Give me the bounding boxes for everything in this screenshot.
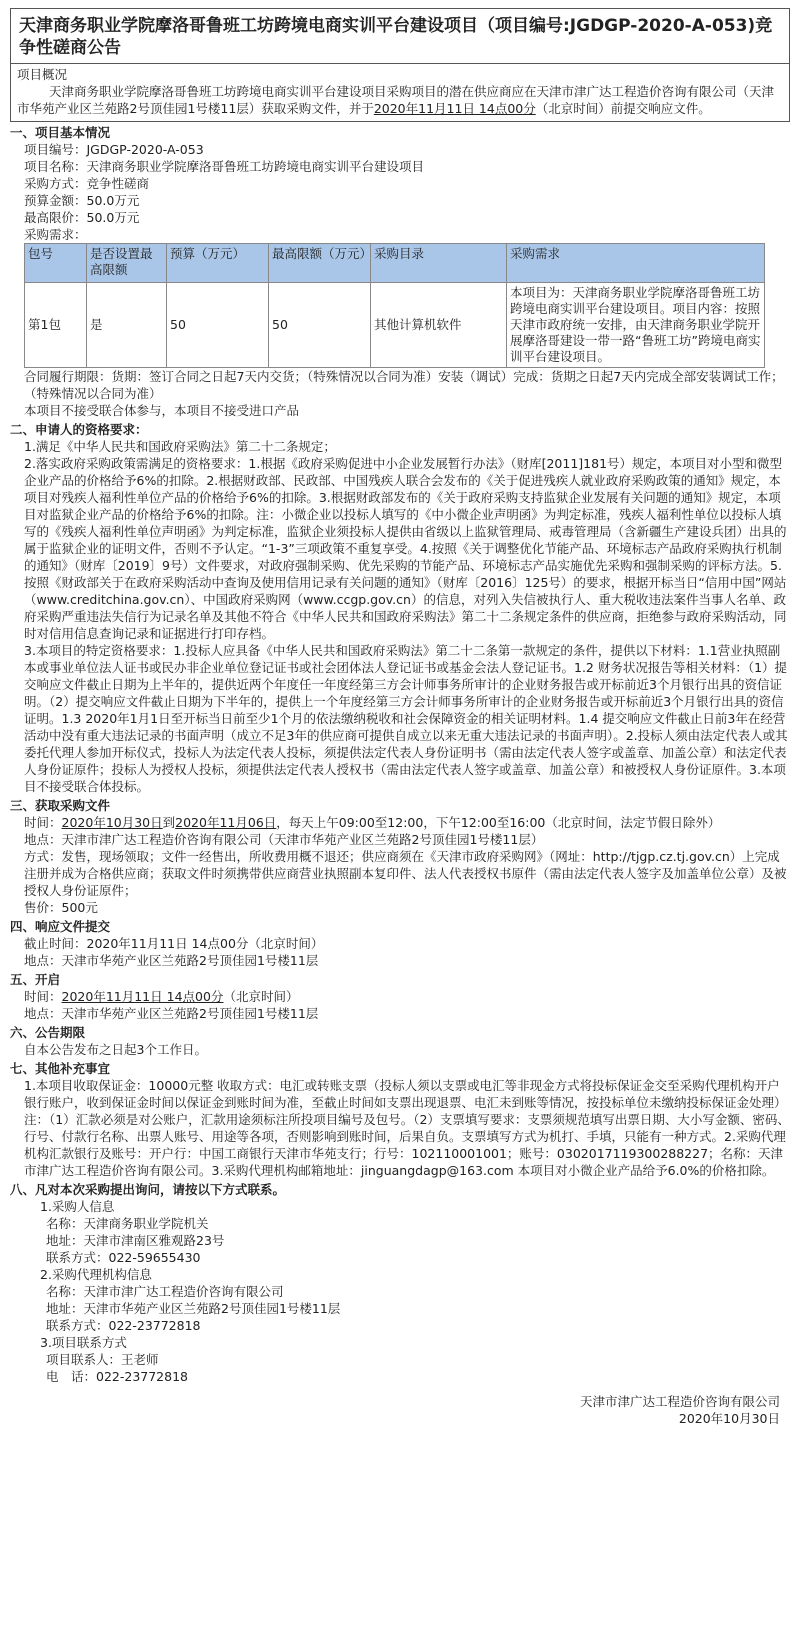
section-1-heading: 一、项目基本情况 — [10, 125, 111, 140]
signature-date: 2020年10月30日 — [678, 1411, 780, 1426]
qualification-3: 3.本项目的特定资格要求：1.投标人应具备《中华人民共和国政府采购法》第二十二条第一款规定的条件，提供以下材料：1.1营业执照副本或事业单位法人证书或民办非企业单位登记证书或社会团体法人登记证书或基金会法人登记证书。1.2 财务状况报告等相关材料：（1）提交响应文件截止日期为上半年的，提供近两个年度任一年度经第三方会计师事务所审计的企业财务报告或开标前近3个月银行出具的资信证明。（2）提交响应文件截止日期为下半年的，提供上一个年度经第三方会计师事务所审计的企业财务报告或开标前近3个月银行出具的资信证明。1.3 2020年1月1日至开标当日前至少1个月的依法缴纳税收和社会保障资金的相关证明材料。1.4 提交响应文件截止日前3年在经营活动中没有重大违法记录的书面声明（成立不足3年的供应商可提供自成立以来无重大违法记录的书面声明）。2.投标人须由法定代表人或其委托代理人参加开标仪式，投标人为法定代表人投标，须提供法定代表人身份证明书（需由法定代表人签字或盖章、加盖公章）和法定代表人身份证原件；投标人为授权人投标，须提供法定代表人授权书（需由法定代表人签字或盖章、加盖公章）和被授权人身份证原件。3.本项目不接受联合体投标。 — [24, 643, 788, 794]
obtain-place: 地点：天津市津广达工程造价咨询有限公司（天津市华苑产业区兰苑路2号顶佳园1号楼11层） — [24, 832, 544, 847]
th-package: 包号 — [25, 244, 87, 283]
overview-text-b: （北京时间）前提交响应文件。 — [535, 101, 711, 116]
requirements-label: 采购需求： — [24, 227, 87, 242]
section-3-heading: 三、获取采购文件 — [10, 798, 111, 813]
agent-name: 名称：天津市津广达工程造价咨询有限公司 — [46, 1284, 284, 1299]
section-7-heading: 七、其他补充事宜 — [10, 1061, 111, 1076]
th-max-limit: 最高限额（万元） — [269, 244, 371, 283]
th-has-limit: 是否设置最高限额 — [87, 244, 167, 283]
section-8-heading: 八、凡对本次采购提出询问，请按以下方式联系。 — [10, 1182, 286, 1197]
opening-time-prefix: 时间： — [24, 989, 62, 1004]
notice-title: 天津商务职业学院摩洛哥鲁班工坊跨境电商实训平台建设项目（项目编号:JGDGP-2020-A-053)竞争性磋商公告 — [10, 8, 790, 63]
section-6-heading: 六、公告期限 — [10, 1025, 86, 1040]
buyer-name: 名称：天津商务职业学院机关 — [46, 1216, 209, 1231]
max-price: 最高限价：50.0万元 — [24, 210, 140, 225]
opening-time — [10, 988, 790, 1005]
procurement-method: 采购方式：竞争性磋商 — [24, 176, 150, 191]
overview-text-a: 天津商务职业学院摩洛哥鲁班工坊跨境电商实训平台建设项目采购项目的潜在供应商应在天津市津广达工程造价咨询有限公司（天津市华苑产业区兰苑路2号顶佳园1号楼11层）获取采购文件，并于 — [17, 84, 775, 116]
obtain-time-end: 2020年11月06日 — [175, 815, 277, 830]
opening-time-suffix: （北京时间） — [223, 989, 299, 1004]
td-has-limit: 是 — [87, 283, 167, 368]
overview-label: 项目概况 — [17, 67, 68, 82]
td-catalog: 其他计算机软件 — [371, 283, 507, 368]
th-requirement: 采购需求 — [507, 244, 765, 283]
obtain-method: 方式：发售，现场领取；文件一经售出，所收费用概不退还；供应商须在《天津市政府采购网》（网址：http://tjgp.cz.tj.gov.cn）上完成注册并成为合格供应商；获取文件时须携带供应商营业执照副本复印件、法人代表授权书原件（需由法定代表人签字及加盖单位公章）及被授权人身份证原件； — [24, 849, 787, 898]
obtain-time-suffix: ，每天上午09:00至12:00，下午12:00至16:00（北京时间，法定节假日除外） — [276, 815, 721, 830]
project-name: 项目名称：天津商务职业学院摩洛哥鲁班工坊跨境电商实训平台建设项目 — [24, 159, 425, 174]
notice-page — [10, 8, 790, 1427]
signature-org: 天津市津广达工程造价咨询有限公司 — [579, 1394, 780, 1409]
th-catalog: 采购目录 — [371, 244, 507, 283]
project-number: 项目编号：JGDGP-2020-A-053 — [24, 142, 204, 157]
obtain-price: 售价：500元 — [24, 900, 98, 915]
buyer-phone: 联系方式：022-59655430 — [46, 1250, 201, 1265]
section-2-heading: 二、申请人的资格要求： — [10, 422, 148, 437]
contract-period: 合同履行期限：货期：签订合同之日起7天内交货；（特殊情况以合同为准）安装（调试）完成：货期之日起7天内完成全部安装调试工作；（特殊情况以合同为准） — [24, 369, 784, 401]
section-5-heading: 五、开启 — [10, 972, 61, 987]
overview-deadline: 2020年11月11日 14点00分 — [373, 101, 536, 116]
contact-person: 项目联系人：王老师 — [46, 1352, 159, 1367]
obtain-time-start: 2020年10月30日 — [61, 815, 163, 830]
agent-phone: 联系方式：022-23772818 — [46, 1318, 201, 1333]
section-4-heading: 四、响应文件提交 — [10, 919, 111, 934]
other-matters: 1.本项目收取保证金：10000元整 收取方式：电汇或转账支票（投标人须以支票或电汇等非现金方式将投标保证金交至采购代理机构开户银行账户，收到保证金时间以保证金到账时间为准，至截止时间如支票出现退票、电汇未到账等情况，按投标单位未缴纳投标保证金处理）注：（1）汇款必须是对公账户，汇款用途须标注所投项目编号及包号。（2）支票填写要求：支票须规范填写出票日期、大小写金额、密码、行号、付款行名称、出票人账号、用途等各项，否则影响到账时间，后果自负。支票填写方式为机打、手填，只能有一种方式。2.采购代理机构汇款银行及账号：开户行：中国工商银行天津市华苑支行；行号：102110001001；账号：0302017119300288227；名称：天津市津广达工程造价咨询有限公司。3.采购代理机构邮箱地址：jinguangdagp@163.com 本项目对小微企业产品给予6.0%的价格扣除。 — [24, 1078, 790, 1178]
submit-deadline: 截止时间：2020年11月11日 14点00分（北京时间） — [24, 936, 324, 951]
obtain-time-prefix: 时间： — [24, 815, 62, 830]
buyer-info-title: 1.采购人信息 — [40, 1199, 115, 1214]
qualification-2: 2.落实政府采购政策需满足的资格要求：1.根据《政府采购促进中小企业发展暂行办法》（财库[2011]181号）规定，本项目对小型和微型企业产品的价格给予6%的扣除。2.根据财政部、民政部、中国残疾人联合会发布的《关于促进残疾人就业政府采购政策的通知》规定，本项目对残疾人福利性单位产品的价格给予6%的扣除。3.根据财政部发布的《关于政府采购支持监狱企业发展有关问题的通知》规定，本项目对监狱企业产品的价格给予6%的扣除。注：小微企业以投标人填写的《中小微企业声明函》为判定标准，残疾人福利性单位以投标人填写的《残疾人福利性单位声明函》为判定标准，监狱企业须投标人提供由省级以上监狱管理局、戒毒管理局（含新疆生产建设兵团）出具的属于监狱企业的证明文件，否则不予认定。“1-3”三项政策不重复享受。4.按照《关于调整优化节能产品、环境标志产品政府采购执行机制的通知》（财库〔2019〕9号）文件要求，对政府强制采购、优先采购的节能产品、环境标志产品实施优先采购和强制采购的评标方法。5.按照《财政部关于在政府采购活动中查询及使用信用记录有关问题的通知》（财库〔2016〕125号）的要求，根据开标当日“信用中国”网站（www.creditchina.gov.cn）、中国政府采购网（www.ccgp.gov.cn）的信息，对列入失信被执行人、重大税收违法案件当事人名单、政府采购严重违法失信行为记录名单及其他不符合《中华人民共和国政府采购法》第二十二条规定条件的供应商，拒绝参与政府采购活动，同时对信用信息查询记录和证据进行打印存档。 — [24, 456, 787, 641]
overview-text — [17, 83, 783, 117]
agent-address: 地址：天津市华苑产业区兰苑路2号顶佳园1号楼11层 — [46, 1301, 341, 1316]
table-row — [25, 283, 765, 368]
opening-place: 地点：天津市华苑产业区兰苑路2号顶佳园1号楼11层 — [24, 1006, 319, 1021]
contact-info-title: 3.项目联系方式 — [40, 1335, 127, 1350]
obtain-time-to: 到 — [162, 815, 176, 830]
td-budget: 50 — [167, 283, 269, 368]
overview-box — [10, 63, 790, 122]
td-package: 第1包 — [25, 283, 87, 368]
contact-phone: 电 话：022-23772818 — [46, 1369, 188, 1384]
td-max-limit: 50 — [269, 283, 371, 368]
td-requirement: 本项目为：天津商务职业学院摩洛哥鲁班工坊跨境电商实训平台建设项目。项目内容：按照天津市政府统一安排，由天津商务职业学院开展摩洛哥建设一带一路“鲁班工坊”跨境电商实训平台建设项目。 — [507, 283, 765, 368]
opening-time-value: 2020年11月11日 14点00分 — [61, 989, 224, 1004]
requirements-table — [24, 243, 765, 368]
table-header-row — [25, 244, 765, 283]
notice-period: 自本公告发布之日起3个工作日。 — [24, 1042, 207, 1057]
budget-amount: 预算金额：50.0万元 — [24, 193, 140, 208]
obtain-time — [10, 814, 790, 831]
qualification-1: 1.满足《中华人民共和国政府采购法》第二十二条规定； — [24, 439, 336, 454]
submit-place: 地点：天津市华苑产业区兰苑路2号顶佳园1号楼11层 — [24, 953, 319, 968]
th-budget: 预算（万元） — [167, 244, 269, 283]
agent-info-title: 2.采购代理机构信息 — [40, 1267, 152, 1282]
buyer-address: 地址：天津市津南区雅观路23号 — [46, 1233, 225, 1248]
consortium-note: 本项目不接受联合体参与，本项目不接受进口产品 — [24, 403, 300, 418]
